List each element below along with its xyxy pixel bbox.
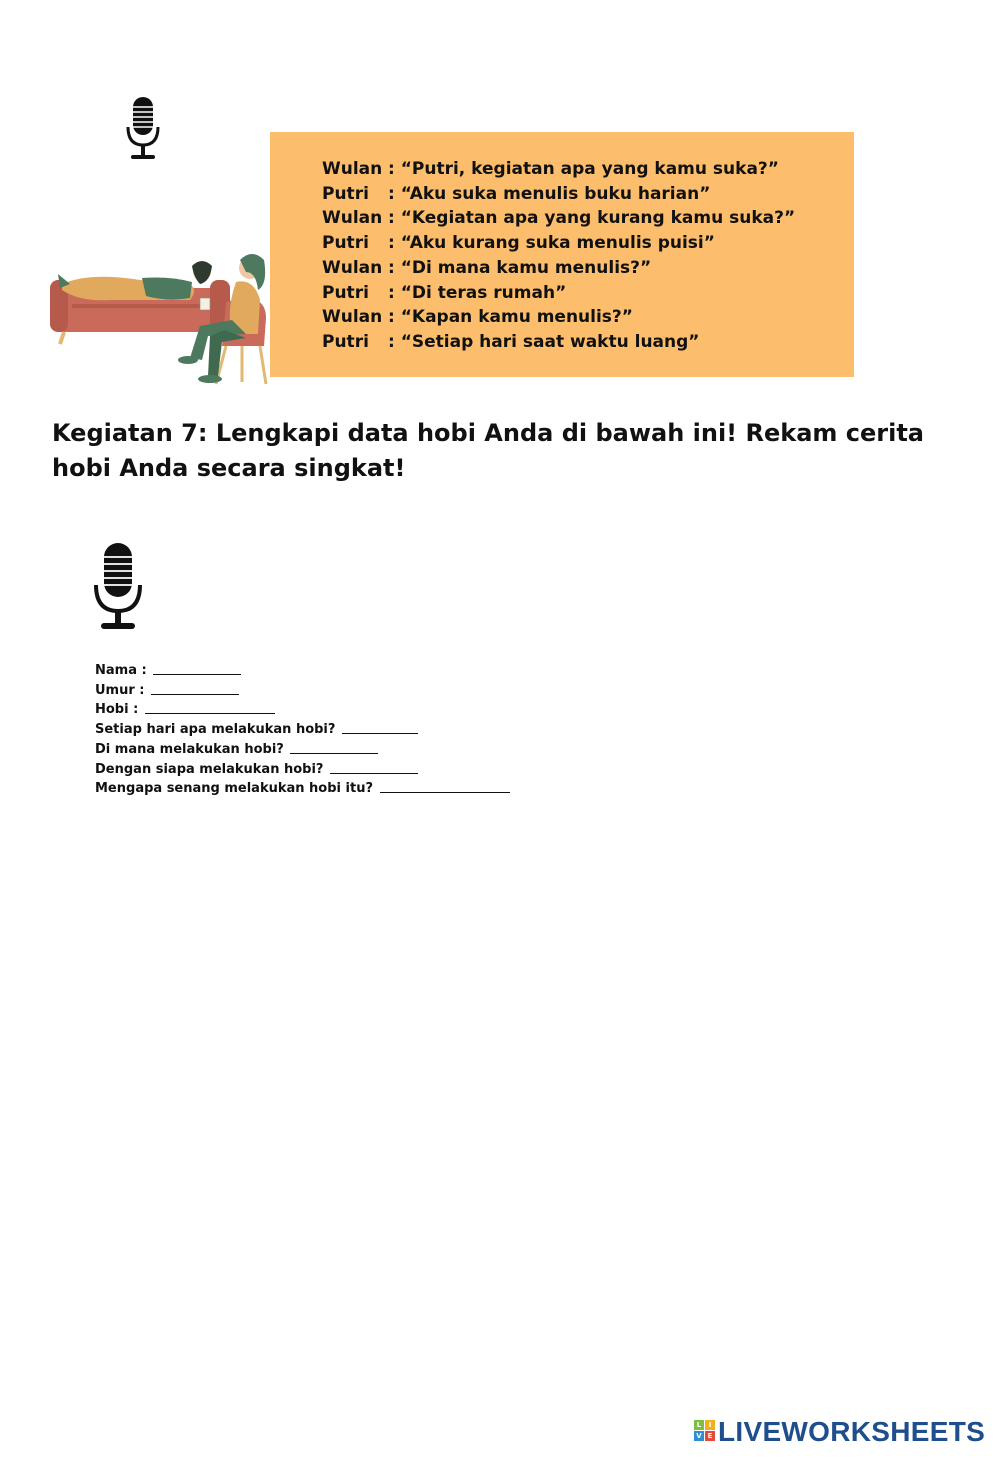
form-item-nama <box>95 661 510 681</box>
dialogue-text: : “Setiap hari saat waktu luang” <box>388 331 700 352</box>
dialogue-line <box>322 281 795 306</box>
form-label: Nama : <box>95 663 147 678</box>
form-label: Setiap hari apa melakukan hobi? <box>95 722 336 738</box>
speaker-name: Putri <box>322 183 369 204</box>
logo-tile: L <box>694 1420 704 1430</box>
logo-tile: I <box>705 1420 715 1430</box>
dialogue-text: : “Kapan kamu menulis?” <box>388 307 633 328</box>
dialogue-lines <box>322 157 795 355</box>
dialogue-line <box>322 157 795 182</box>
speaker-name: Putri <box>322 331 369 352</box>
form-item-umur <box>95 681 510 701</box>
form-item-siapa <box>95 760 510 780</box>
speaker-name: Wulan <box>322 208 383 229</box>
activity-heading: Kegiatan 7: Lengkapi data hobi Anda di bawah ini! Rekam cerita hobi Anda secara singkat! <box>52 419 924 482</box>
answer-blank[interactable] <box>145 701 275 714</box>
dialogue-line <box>322 305 795 330</box>
dialogue-text: : “Aku suka menulis buku harian” <box>388 183 711 204</box>
dialogue-text: : “Kegiatan apa yang kurang kamu suka?” <box>388 208 796 229</box>
dialogue-text: : “Di mana kamu menulis?” <box>388 257 652 278</box>
answer-blank[interactable] <box>330 761 418 774</box>
answer-blank[interactable] <box>342 721 418 734</box>
dialogue-line <box>322 256 795 281</box>
dialogue-text: : “Putri, kegiatan apa yang kamu suka?” <box>388 159 779 179</box>
liveworksheets-logo-icon <box>694 1420 716 1442</box>
dialogue-line <box>322 206 795 231</box>
speaker-name: Wulan <box>322 159 383 179</box>
brand-name: LIVEWORKSHEETS <box>718 1416 986 1447</box>
dialogue-text: : “Di teras rumah” <box>388 282 567 303</box>
form-label: Dengan siapa melakukan hobi? <box>95 761 324 777</box>
answer-blank[interactable] <box>290 741 378 754</box>
speaker-name: Putri <box>322 282 369 303</box>
form-label: Hobi : <box>95 702 139 718</box>
form-item-hobi <box>95 700 510 720</box>
form-label: Umur : <box>95 682 145 698</box>
dialogue-line <box>322 231 795 256</box>
microphone-icon[interactable] <box>124 95 162 163</box>
dialogue-box <box>270 132 854 377</box>
speaker-name: Wulan <box>322 257 383 278</box>
hobby-form <box>95 661 510 799</box>
logo-tile: E <box>705 1431 715 1441</box>
speaker-name: Putri <box>322 233 369 254</box>
dialogue-line <box>322 182 795 207</box>
form-item-alasan <box>95 779 510 799</box>
answer-blank[interactable] <box>153 662 241 675</box>
logo-tile: V <box>694 1431 704 1441</box>
answer-blank[interactable] <box>151 682 239 695</box>
answer-blank[interactable] <box>380 780 510 793</box>
form-label: Di mana melakukan hobi? <box>95 741 284 757</box>
form-item-hari <box>95 720 510 740</box>
therapy-session-illustration <box>50 250 272 390</box>
speaker-name: Wulan <box>322 307 383 328</box>
form-label: Mengapa senang melakukan hobi itu? <box>95 781 373 797</box>
form-item-tempat <box>95 740 510 760</box>
dialogue-text: : “Aku kurang suka menulis puisi” <box>388 233 715 254</box>
liveworksheets-brand[interactable] <box>694 1416 994 1450</box>
record-microphone-icon[interactable] <box>92 541 144 633</box>
dialogue-line <box>322 330 795 355</box>
